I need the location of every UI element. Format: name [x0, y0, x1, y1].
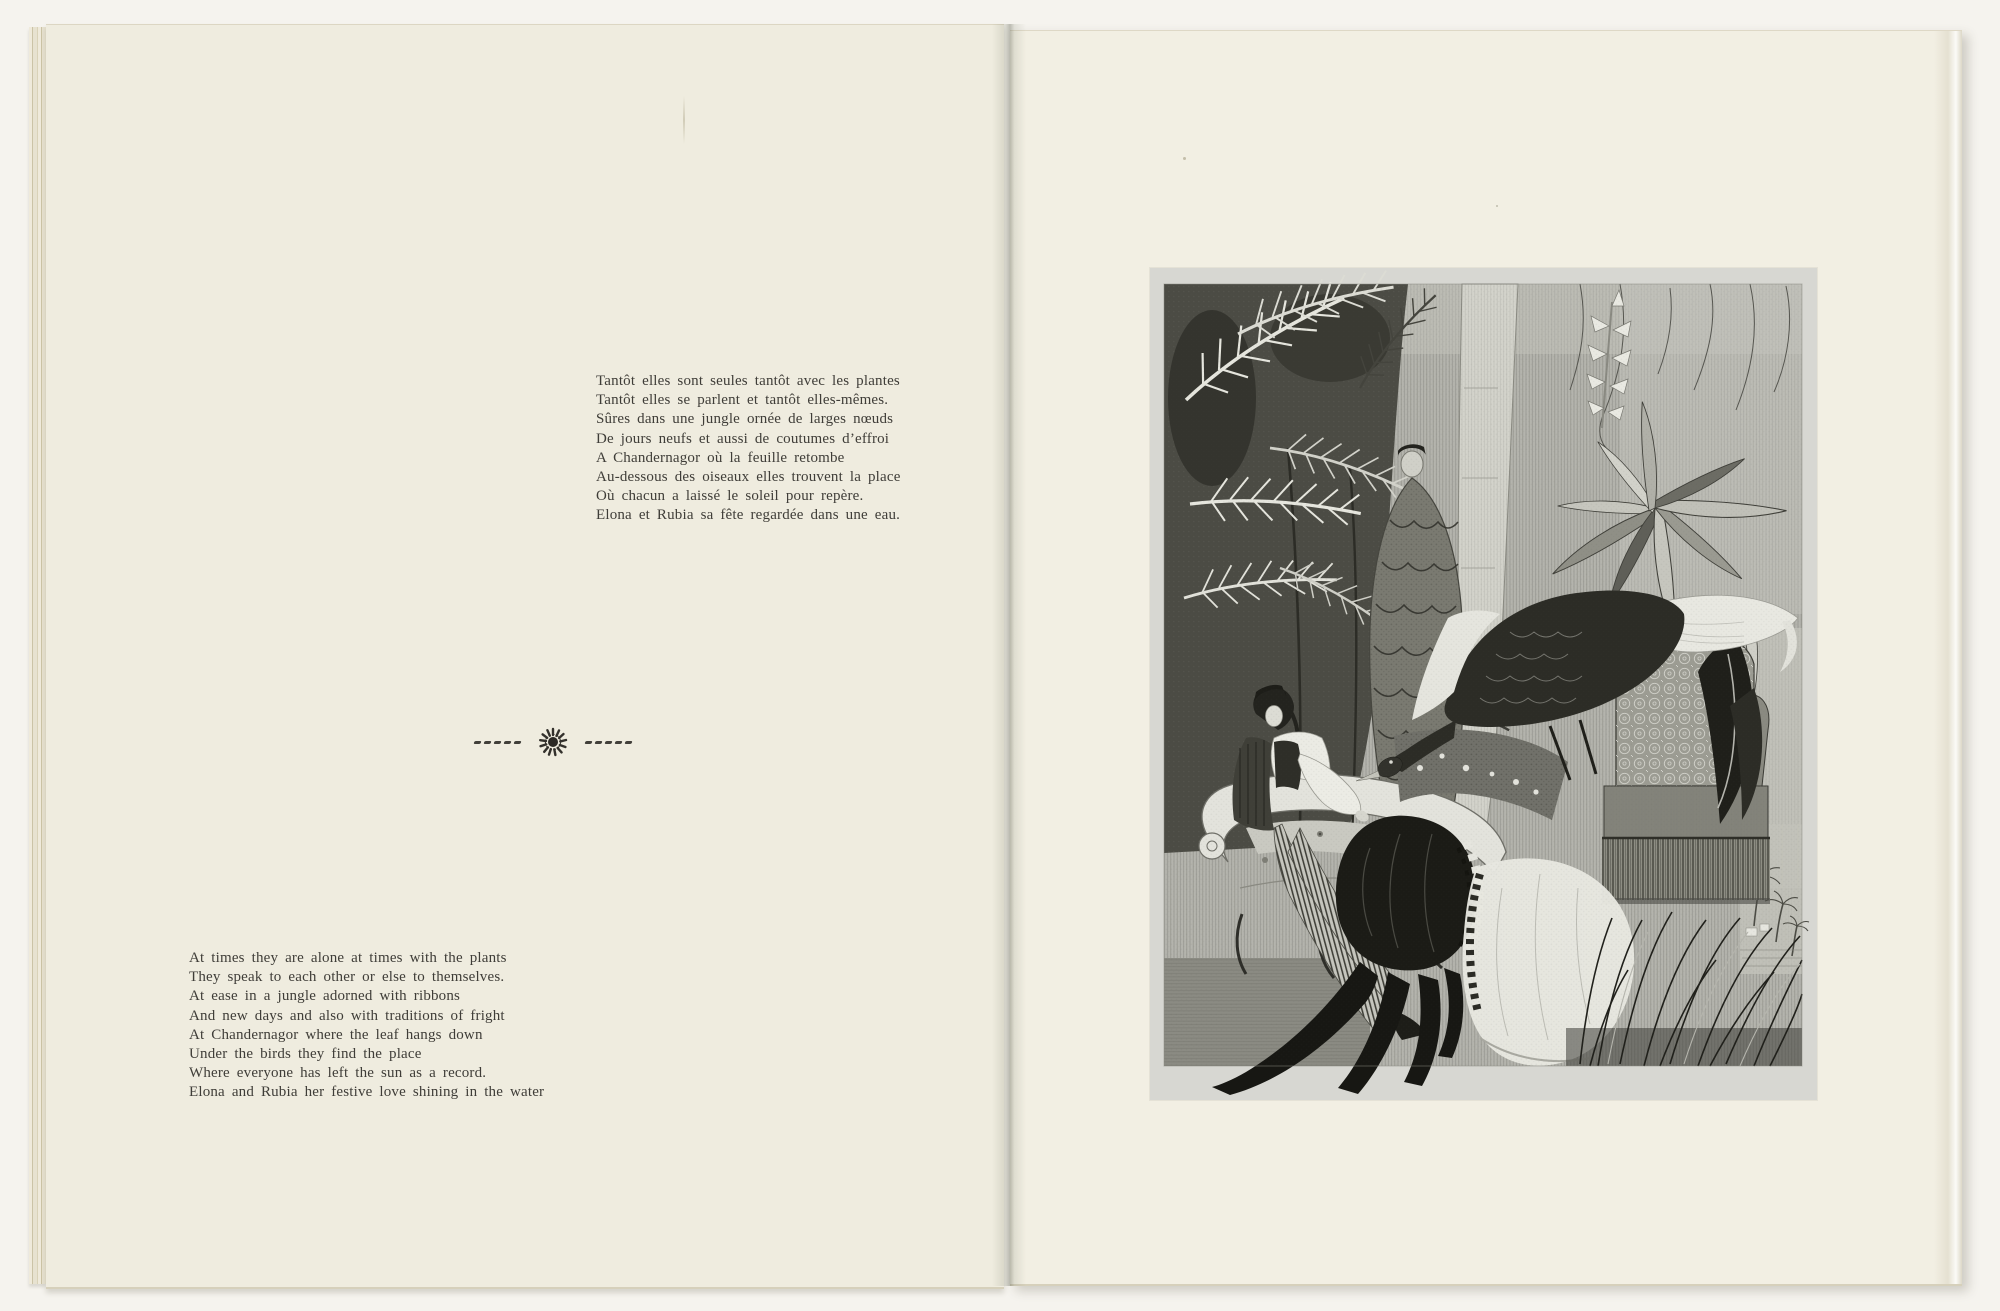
dash [614, 741, 622, 744]
poem-french [596, 372, 956, 526]
dash [503, 741, 511, 744]
poem-line: Au-dessous des oiseaux elles trouvent la place [596, 469, 901, 486]
dash [584, 741, 592, 744]
dash [473, 741, 481, 744]
poem-line: De jours neufs et aussi de coutumes d’effroi [596, 430, 890, 447]
collage-plate-svg [1150, 268, 1817, 1100]
poem-english [189, 949, 639, 1103]
poem-line: They speak to each other or else to themselves. [189, 969, 505, 986]
typographic-ornament [466, 724, 640, 760]
poem-line: Where everyone has left the sun as a record. [189, 1065, 487, 1082]
dash [493, 741, 501, 744]
paper-scratch [683, 96, 685, 144]
poem-line: At Chandernagor where the leaf hangs down [189, 1026, 483, 1043]
poem-line: Tantôt elles se parlent et tantôt elles-mêmes. [596, 392, 889, 409]
poem-line: Sûres dans une jungle ornée de larges nœuds [596, 411, 894, 428]
dash [604, 741, 612, 744]
dash [483, 741, 491, 744]
ornament-right-dashes [585, 741, 632, 744]
poem-line: A Chandernagor où la feuille retombe [596, 449, 845, 466]
poem-line: Under the birds they find the place [189, 1046, 422, 1063]
dash [624, 741, 632, 744]
poem-line: At times they are alone at times with the plants [189, 950, 507, 966]
poem-line: At ease in a jungle adorned with ribbons [189, 988, 461, 1005]
poem-line: Elona and Rubia her festive love shining in the water [189, 1084, 545, 1101]
rosette-icon [536, 725, 570, 759]
poem-line: Tantôt elles sont seules tantôt avec les plantes [596, 373, 900, 389]
dash [594, 741, 602, 744]
collage-engraving-plate [1150, 268, 1817, 1100]
poem-line: Où chacun a laissé le soleil pour repère. [596, 488, 864, 505]
poem-line: Elona et Rubia sa fête regardée dans une eau. [596, 507, 901, 524]
left-page-fore-edges [29, 27, 46, 1284]
engraving-grain [1164, 284, 1802, 1066]
ornament-left-dashes [474, 741, 521, 744]
dash [513, 741, 521, 744]
poem-line: And new days and also with traditions of fright [189, 1007, 505, 1024]
